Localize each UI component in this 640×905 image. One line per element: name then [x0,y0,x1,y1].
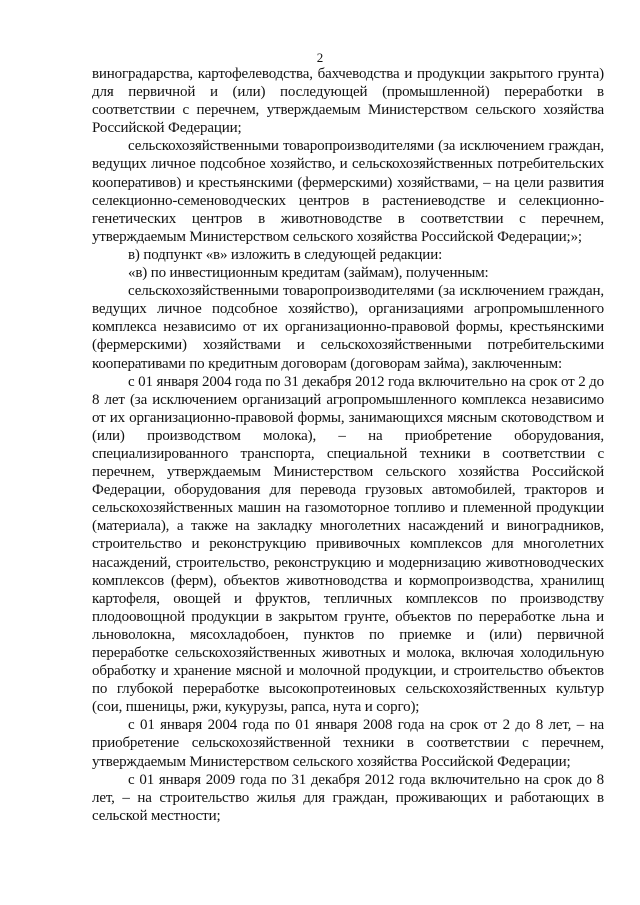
paragraph-investment-credits: «в) по инвестиционным кредитам (займам), полученным: [128,265,489,282]
paragraph-2004-2008-machinery: с 01 января 2004 года по 01 января 2008 года на срок от 2 до 8 лет, – на приобретение сельскохозяйственной техники в соответствии с перечнем, утверждаемым Министерством сельского хозяйства Российской Федерации; [92,717,604,770]
page-number: 2 [316,50,324,65]
document-body [92,65,604,825]
paragraph-producers-breeding-centers: сельскохозяйственными товаропроизводителями (за исключением граждан, ведущих личное подсобное хозяйство, и сельскохозяйственных потребительских кооперативов) и крестьянскими (фермерскими) хозяйствами, – на цели развития селекционно-семеноводческих центров в растениеводстве и селекционно-генетических центров в животноводстве в соответствии с перечнем, утверждаемым Министерством сельского хозяйства Российской Федерации;»; [92,138,604,245]
paragraph-borrowers: сельскохозяйственными товаропроизводителями (за исключением граждан, ведущих личное подсобное хозяйство), организациями агропромышленного комплекса независимо от их организационно-правовой формы, крестьянскими (фермерскими) хозяйствами и сельскохозяйственными потребительскими кооперативами по кредитным договорам (договорам займа), заключенным: [92,283,604,372]
paragraph-continuation: виноградарства, картофелеводства, бахчеводства и продукции закрытого грунта) для первичной и (или) последующей (промышленной) переработки в соответствии с перечнем, утверждаемым Министерством сельского хозяйства Российской Федерации; [92,66,604,137]
paragraph-subitem-v-header: в) подпункт «в» изложить в следующей редакции: [128,246,443,263]
paragraph-2009-2012-housing: с 01 января 2009 года по 31 декабря 2012 года включительно на срок до 8 лет, – на строительство жилья для граждан, проживающих и работающих в сельской местности; [92,771,604,824]
paragraph-2004-2012-equipment: с 01 января 2004 года по 31 декабря 2012 года включительно на срок от 2 до 8 лет (за исключением организаций агропромышленного комплекса независимо от их организационно-правовой формы, занимающихся мясным скотоводством и (или) производством молока), – на приобретение оборудования, специализированного транспорта, специальной техники в соответствии с перечнем, утверждаемым Министерством сельского хозяйства Российской Федерации, оборудования для перевода грузовых автомобилей, тракторов и сельскохозяйственных машин на газомоторное топливо и племенной продукции (материала), а также на закладку многолетних насаждений и виноградников, строительство и реконструкцию прививочных комплексов для многолетних насаждений, строительство, реконструкцию и модернизацию животноводческих комплексов (ферм), объектов животноводства и кормопроизводства, хранилищ картофеля, овощей и фруктов, тепличных комплексов по производству плодоовощной продукции в закрытом грунте, объектов по переработке льна и льноволокна, мясохладобоен, пунктов по приемке и (или) первичной переработке сельскохозяйственных животных и молока, включая холодильную обработку и хранение мясной и молочной продукции, и строительство объектов по глубокой переработке высокопротеиновых сельскохозяйственных культур (сои, пшеницы, ржи, кукурузы, рапса, нута и сорго); [92,373,604,716]
